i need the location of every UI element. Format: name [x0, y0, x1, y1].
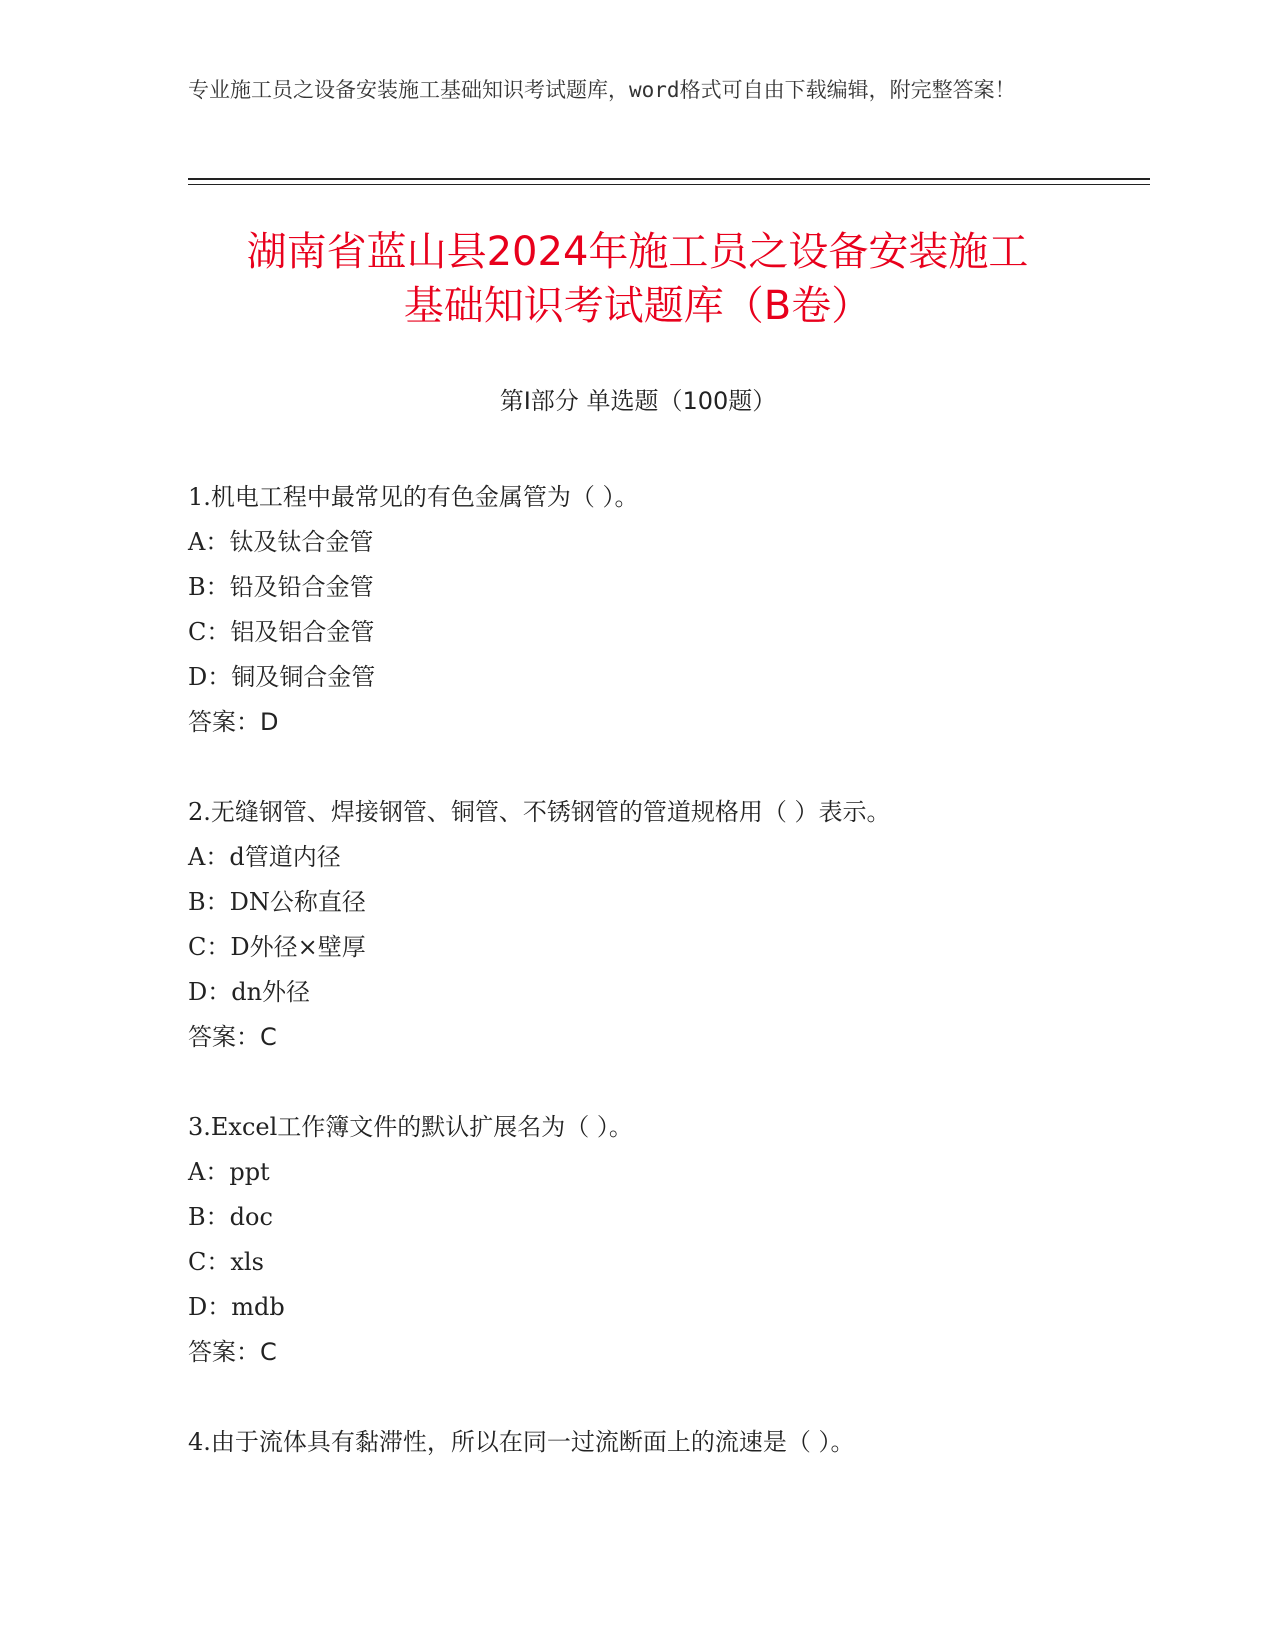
option-c: C：D外径×壁厚 — [188, 933, 366, 961]
question-3 — [188, 1105, 1148, 1375]
option-a: A：钛及钛合金管 — [188, 528, 374, 556]
header-rule-thin — [188, 184, 1150, 185]
option-b: B：铅及铅合金管 — [188, 573, 374, 601]
option-c: C：xls — [188, 1248, 264, 1276]
option-a: A：d管道内径 — [188, 843, 341, 871]
answer: 答案：D — [188, 708, 279, 736]
question-stem: 3.Excel工作簿文件的默认扩展名为（ ）。 — [188, 1113, 633, 1141]
option-b: B：DN公称直径 — [188, 888, 366, 916]
option-d: D：铜及铜合金管 — [188, 663, 376, 691]
option-d: D：mdb — [188, 1293, 285, 1321]
question-stem: 4.由于流体具有黏滞性，所以在同一过流断面上的流速是（ ）。 — [188, 1428, 855, 1456]
answer: 答案：C — [188, 1023, 277, 1051]
option-c: C：铝及铝合金管 — [188, 618, 375, 646]
question-list — [188, 475, 1148, 1510]
section-heading: 第Ⅰ部分 单选题（100题） — [499, 387, 777, 415]
answer: 答案：C — [188, 1338, 277, 1366]
question-2 — [188, 790, 1148, 1060]
document-title-line-1: 湖南省蓝山县2024年施工员之设备安装施工 — [246, 229, 1029, 275]
document-title — [150, 225, 1125, 333]
option-b: B：doc — [188, 1203, 273, 1231]
header-note: 专业施工员之设备安装施工基础知识考试题库，word格式可自由下载编辑，附完整答案！ — [188, 78, 1016, 102]
question-stem: 1.机电工程中最常见的有色金属管为（ ）。 — [188, 483, 639, 511]
option-d: D：dn外径 — [188, 978, 311, 1006]
question-stem: 2.无缝钢管、焊接钢管、铜管、不锈钢管的管道规格用（ ）表示。 — [188, 798, 891, 826]
question-4 — [188, 1420, 1148, 1465]
document-title-line-2: 基础知识考试题库（B卷） — [403, 283, 872, 329]
option-a: A：ppt — [188, 1158, 270, 1186]
question-1 — [188, 475, 1148, 745]
header-rule-thick — [188, 178, 1150, 180]
